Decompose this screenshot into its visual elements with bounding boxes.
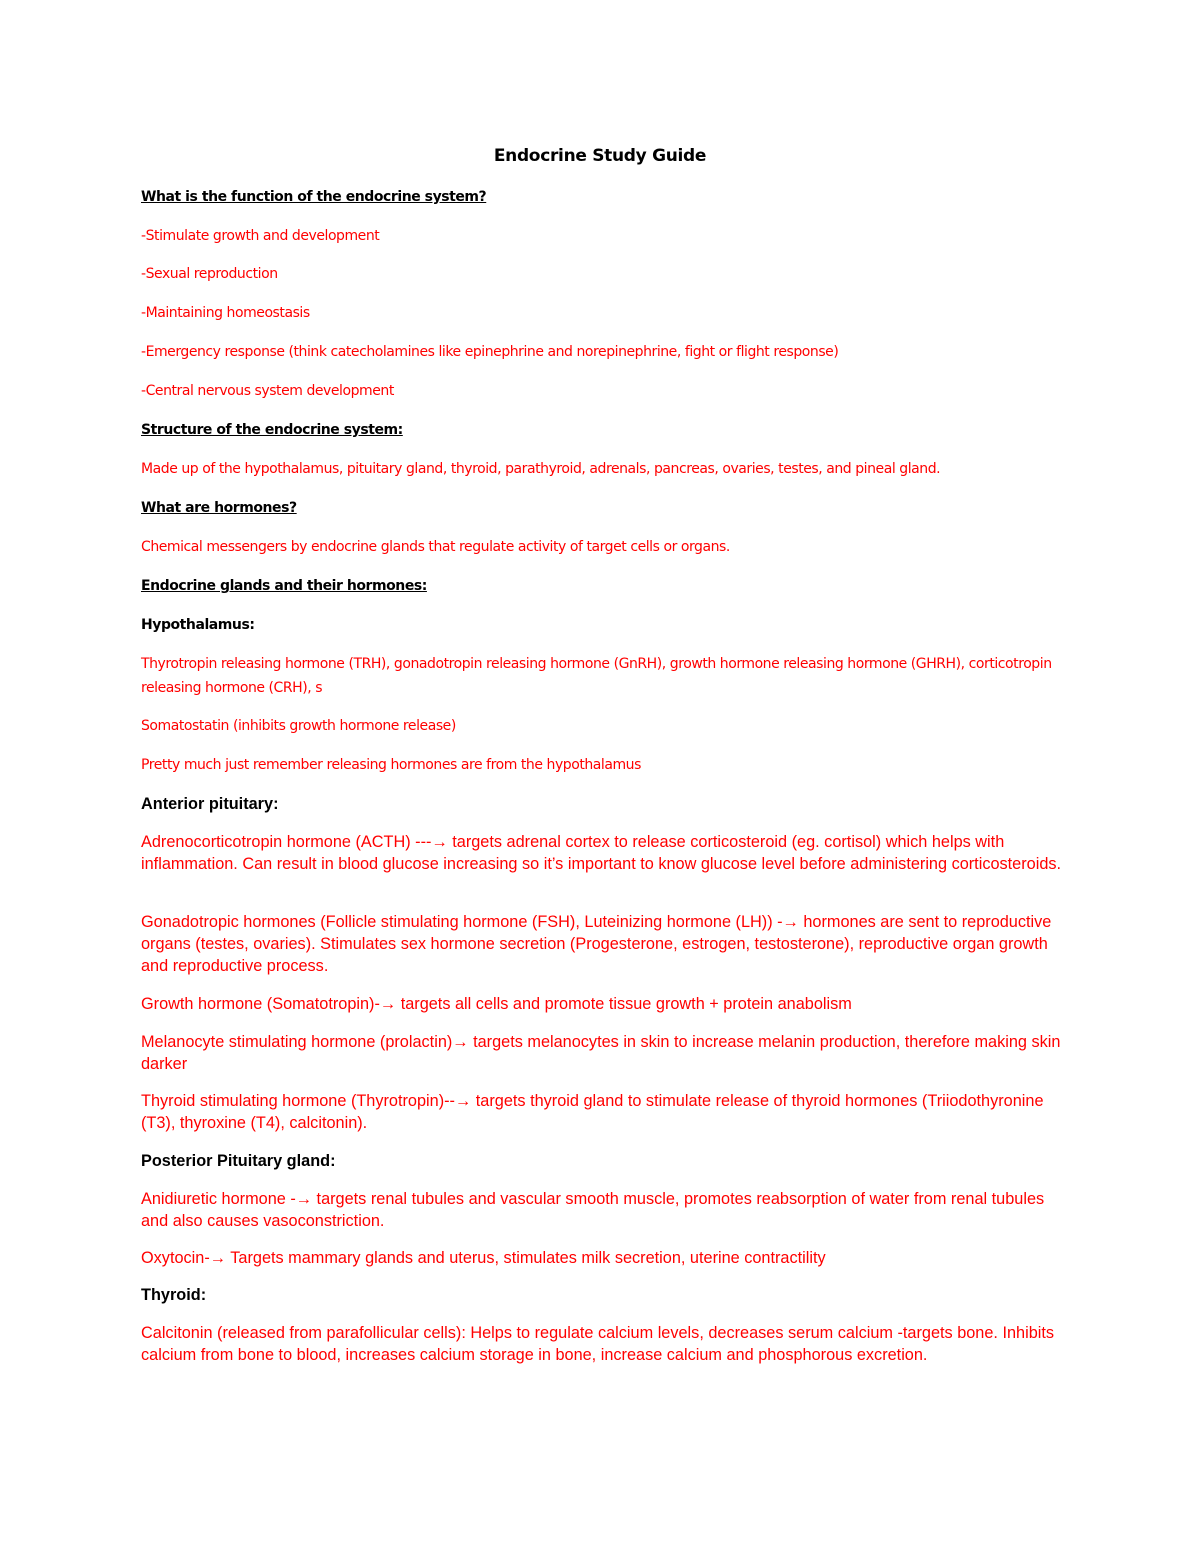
anterior-item: Thyroid stimulating hormone (Thyrotropin)--→ targets thyroid gland to stimulate release of thyroid hormones (Triiodothyronine (T3), thyroxine (T4), calcitonin). (141, 1092, 1044, 1132)
anterior-item: Growth hormone (Somatotropin)-→ targets all cells and promote tissue growth + protein anabolism (141, 995, 852, 1013)
hypothalamus-item: Somatostatin (inhibits growth hormone release) (141, 718, 456, 734)
function-item: -Stimulate growth and development (141, 228, 380, 244)
glands-heading: Endocrine glands and their hormones: (141, 578, 427, 594)
function-item: -Maintaining homeostasis (141, 305, 310, 321)
hypothalamus-item: Pretty much just remember releasing hormones are from the hypothalamus (141, 757, 641, 773)
function-item: -Central nervous system development (141, 383, 394, 399)
thyroid-heading: Thyroid: (141, 1286, 207, 1304)
function-heading: What is the function of the endocrine system? (141, 189, 487, 205)
posterior-item: Anidiuretic hormone -→ targets renal tubules and vascular smooth muscle, promotes reabsorption of water from renal tubules and also causes vasoconstriction. (141, 1190, 1045, 1230)
hormones-text: Chemical messengers by endocrine glands that regulate activity of target cells or organs. (141, 539, 730, 555)
hypothalamus-item: Thyrotropin releasing hormone (TRH), gonadotropin releasing hormone (GnRH), growth hormone releasing hormone (GHRH), corticotropin releasing hormone (CRH), s (141, 656, 1052, 696)
anterior-item: Adrenocorticotropin hormone (ACTH) ---→ targets adrenal cortex to release corticosteroid (eg. cortisol) which helps with inflammation. Can result in blood glucose increasing so it’s important to know glucose level before administering corticosteroids. (141, 833, 1062, 873)
posterior-heading: Posterior Pituitary gland: (141, 1152, 336, 1170)
anterior-item: Melanocyte stimulating hormone (prolactin)→ targets melanocytes in skin to increase melanin production, therefore making skin darker (141, 1033, 1061, 1073)
structure-heading: Structure of the endocrine system: (141, 422, 403, 438)
structure-text: Made up of the hypothalamus, pituitary gland, thyroid, parathyroid, adrenals, pancreas, ovaries, testes, and pineal gland. (141, 461, 941, 477)
hormones-heading: What are hormones? (141, 500, 297, 516)
function-item: -Sexual reproduction (141, 266, 278, 282)
anterior-item: Gonadotropic hormones (Follicle stimulating hormone (FSH), Luteinizing hormone (LH)) -→ hormones are sent to reproductive organs (testes, ovaries). Stimulates sex hormone secretion (Progesterone, estrogen, testosterone), reproductive organ growth and reproductive process. (141, 913, 1052, 975)
document-title: Endocrine Study Guide (493, 146, 707, 166)
anterior-heading: Anterior pituitary: (141, 795, 279, 813)
posterior-item: Oxytocin-→ Targets mammary glands and uterus, stimulates milk secretion, uterine contractility (141, 1249, 826, 1267)
hypothalamus-heading: Hypothalamus: (141, 617, 255, 633)
thyroid-item: Calcitonin (released from parafollicular cells): Helps to regulate calcium levels, decreases serum calcium -targets bone. Inhibits calcium from bone to blood, increases calcium storage in bone, increase calcium and phosphorous excretion. (141, 1324, 1055, 1364)
function-item: -Emergency response (think catecholamines like epinephrine and norepinephrine, fight or flight response) (141, 344, 839, 360)
